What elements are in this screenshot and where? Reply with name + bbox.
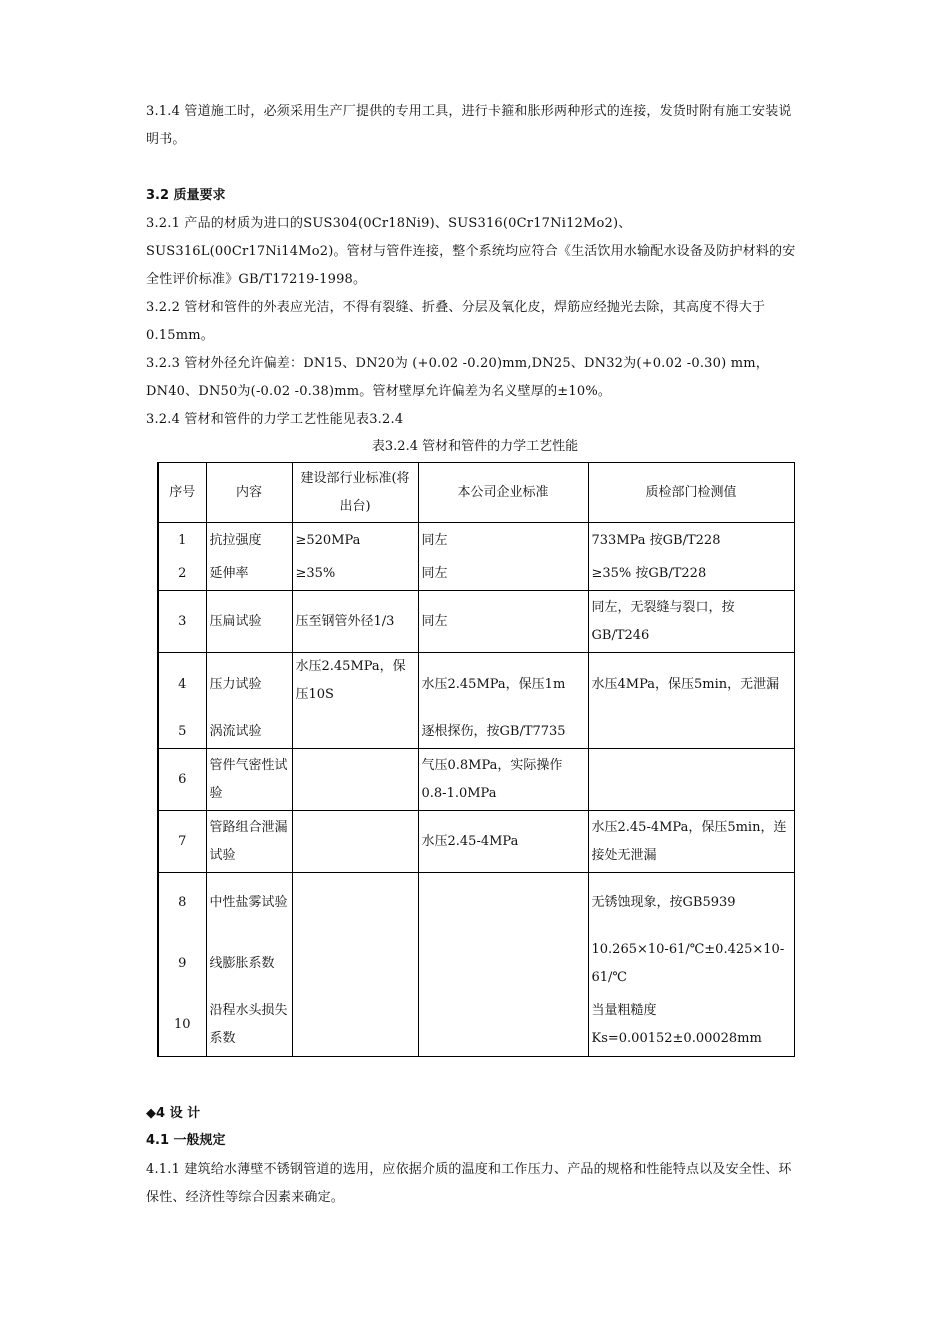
section-heading-4-1: 4.1 一般规定 (146, 1133, 226, 1148)
row-content: 管路组合泄漏试验 (206, 811, 292, 873)
table-row (158, 995, 794, 1057)
row-company: 水压2.45-4MPa (418, 811, 588, 873)
row-content: 延伸率 (206, 559, 292, 591)
table-row (158, 559, 794, 591)
row-company: 水压2.45MPa，保压1m (418, 653, 588, 717)
table-row (158, 653, 794, 717)
paragraph-3-2-1: 3.2.1 产品的材质为进口的SUS304(0Cr18Ni9)、SUS316(0Cr17Ni12Mo2)、SUS316L(00Cr17Ni14Mo2)。管材与管件连接，整个系统均应符合《生活饮用水输配水设备及防护材料的安全性评价标准》GB/T17219-1998。 (146, 216, 796, 287)
row-industry: ≥520MPa (292, 523, 418, 559)
header-content: 内容 (206, 463, 292, 523)
table-row (158, 591, 794, 653)
row-company: 气压0.8MPa，实际操作0.8-1.0MPa (418, 749, 588, 811)
table-row (158, 933, 794, 995)
row-inspection: 水压4MPa，保压5min，无泄漏 (588, 653, 794, 717)
row-company: 同左 (418, 591, 588, 653)
properties-table (157, 462, 795, 1057)
paragraph-3-2-3: 3.2.3 管材外径允许偏差：DN15、DN20为 (+0.02 -0.20)mm,DN25、DN32为(+0.02 -0.30) mm，DN40、DN50为(-0.02 -0.38)mm。管材壁厚允许偏差为名义壁厚的±10%。 (146, 356, 769, 399)
row-company: 同左 (418, 523, 588, 559)
row-company (418, 995, 588, 1057)
table-row (158, 523, 794, 559)
row-seq: 8 (158, 873, 206, 933)
row-inspection: 无锈蚀现象，按GB5939 (588, 873, 794, 933)
row-content: 线膨胀系数 (206, 933, 292, 995)
row-inspection: ≥35% 按GB/T228 (588, 559, 794, 591)
row-industry: ≥35% (292, 559, 418, 591)
paragraph-3-2-4: 3.2.4 管材和管件的力学工艺性能见表3.2.4 (146, 412, 404, 427)
row-company (418, 933, 588, 995)
row-seq: 5 (158, 717, 206, 749)
row-content: 抗拉强度 (206, 523, 292, 559)
table-row (158, 811, 794, 873)
row-seq: 1 (158, 523, 206, 559)
row-content: 沿程水头损失系数 (206, 995, 292, 1057)
header-seq: 序号 (158, 463, 206, 523)
row-seq: 3 (158, 591, 206, 653)
row-content: 管件气密性试验 (206, 749, 292, 811)
row-industry (292, 933, 418, 995)
header-company-standard: 本公司企业标准 (418, 463, 588, 523)
row-inspection (588, 749, 794, 811)
paragraph-3-1-4: 3.1.4 管道施工时，必须采用生产厂提供的专用工具，进行卡箍和胀形两种形式的连接，发货时附有施工安装说明书。 (146, 104, 792, 147)
table-header-row (158, 463, 794, 523)
table-caption: 表3.2.4 管材和管件的力学工艺性能 (371, 439, 579, 454)
row-seq: 7 (158, 811, 206, 873)
row-inspection: 10.265×10-61/℃±0.425×10-61/℃ (588, 933, 794, 995)
table-row (158, 873, 794, 933)
header-industry-standard: 建设部行业标准(将出台) (292, 463, 418, 523)
row-company (418, 873, 588, 933)
row-inspection: 当量粗糙度Ks=0.00152±0.00028mm (588, 995, 794, 1057)
row-inspection: 同左，无裂缝与裂口，按GB/T246 (588, 591, 794, 653)
paragraph-3-2-2: 3.2.2 管材和管件的外表应光洁，不得有裂缝、折叠、分层及氧化皮，焊筋应经抛光去除，其高度不得大于0.15mm。 (146, 300, 766, 343)
row-industry (292, 873, 418, 933)
row-seq: 6 (158, 749, 206, 811)
table-row (158, 749, 794, 811)
row-industry (292, 811, 418, 873)
row-company: 同左 (418, 559, 588, 591)
row-content: 压力试验 (206, 653, 292, 717)
chapter-heading-4: ◆4 设 计 (146, 1106, 201, 1121)
row-content: 压扁试验 (206, 591, 292, 653)
row-inspection: 733MPa 按GB/T228 (588, 523, 794, 559)
row-industry (292, 749, 418, 811)
row-seq: 4 (158, 653, 206, 717)
row-industry: 水压2.45MPa，保压10S (292, 653, 418, 717)
row-inspection: 水压2.45-4MPa，保压5min，连接处无泄漏 (588, 811, 794, 873)
row-content: 涡流试验 (206, 717, 292, 749)
row-industry (292, 995, 418, 1057)
row-seq: 9 (158, 933, 206, 995)
row-industry: 压至钢管外径1/3 (292, 591, 418, 653)
paragraph-4-1-1: 4.1.1 建筑给水薄壁不锈钢管道的选用，应依据介质的温度和工作压力、产品的规格和性能特点以及安全性、环保性、经济性等综合因素来确定。 (146, 1162, 792, 1205)
row-content: 中性盐雾试验 (206, 873, 292, 933)
row-seq: 2 (158, 559, 206, 591)
row-industry (292, 717, 418, 749)
table-row (158, 717, 794, 749)
section-heading-3-2: 3.2 质量要求 (146, 188, 226, 203)
header-inspection-value: 质检部门检测值 (588, 463, 794, 523)
row-company: 逐根探伤，按GB/T7735 (418, 717, 588, 749)
row-inspection (588, 717, 794, 749)
row-seq: 10 (158, 995, 206, 1057)
